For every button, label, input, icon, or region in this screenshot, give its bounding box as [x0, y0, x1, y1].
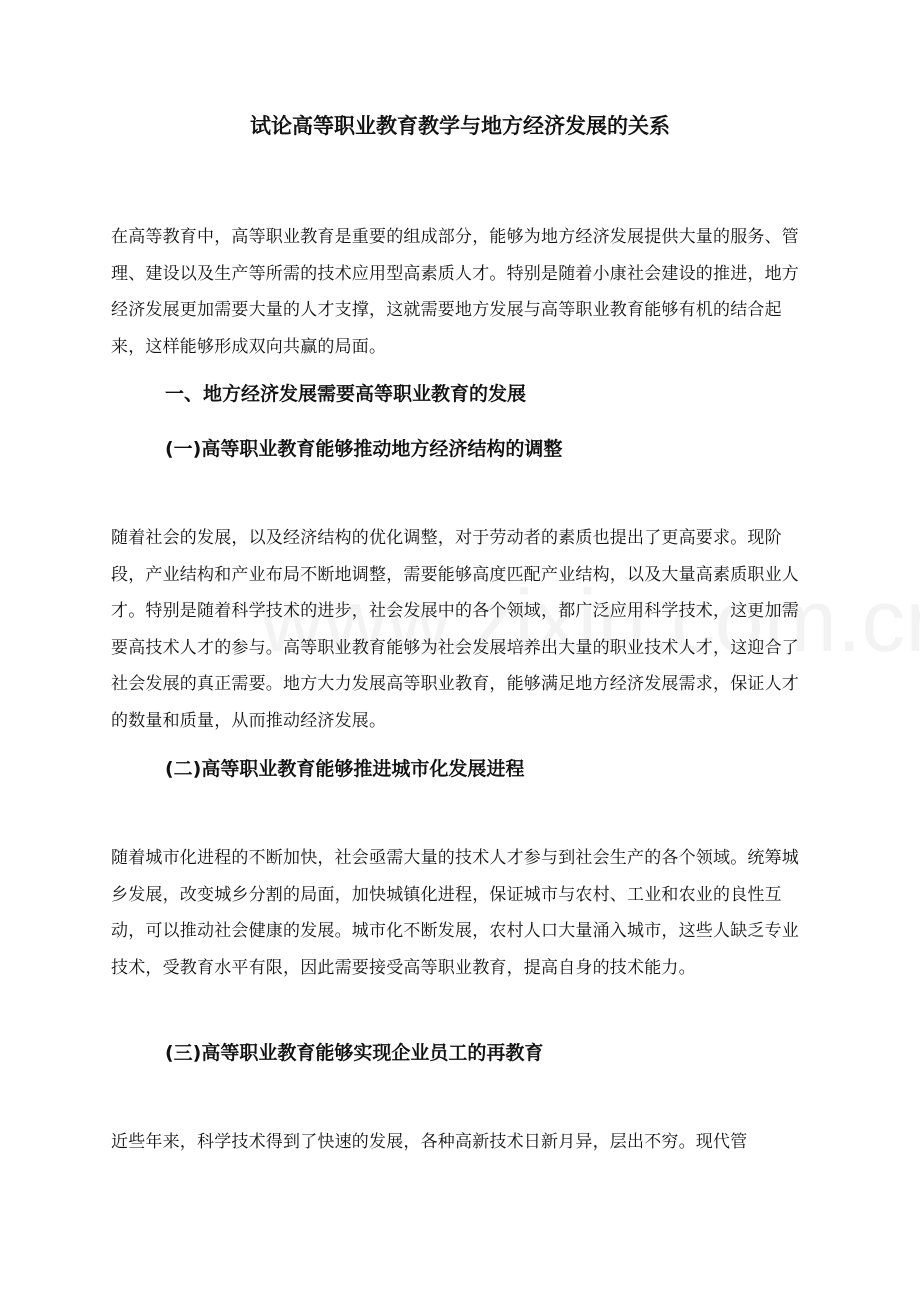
subsection-2-heading: (二)高等职业教育能够推进城市化发展进程: [165, 758, 525, 780]
document-title: 试论高等职业教育教学与地方经济发展的关系: [250, 114, 670, 138]
subsection-2-body: 随着城市化进程的不断加快，社会亟需大量的技术人才参与到社会生产的各个领域。统筹城乡发展，改变城乡分割的局面，加快城镇化进程，保证城市与农村、工业和农业的良性互动，可以推动社会健康的发展。城市化不断发展，农村人口大量涌入城市，这些人缺乏专业技术，受教育水平有限，因此需要接受高等职业教育，提高自身的技术能力。: [111, 848, 799, 978]
subsection-3-heading: (三)高等职业教育能够实现企业员工的再教育: [165, 1042, 544, 1064]
subsection-1-heading: (一)高等职业教育能够推动地方经济结构的调整: [165, 438, 563, 460]
section-1-heading: 一、地方经济发展需要高等职业教育的发展: [165, 383, 527, 405]
subsection-3-body: 近些年来，科学技术得到了快速的发展，各种高新技术日新月异，层出不穷。现代管: [111, 1132, 748, 1152]
intro-paragraph: 在高等教育中，高等职业教育是重要的组成部分，能够为地方经济发展提供大量的服务、管理、建设以及生产等所需的技术应用型高素质人才。特别是随着小康社会建设的推进，地方经济发展更加需要大量的人才支撑，这就需要地方发展与高等职业教育能够有机的结合起来，这样能够形成双向共赢的局面。: [111, 227, 799, 357]
subsection-1-body: 随着社会的发展，以及经济结构的优化调整，对于劳动者的素质也提出了更高要求。现阶段，产业结构和产业布局不断地调整，需要能够高度匹配产业结构，以及大量高素质职业人才。特别是随着科学技术的进步，社会发展中的各个领域，都广泛应用科学技术，这更加需要高技术人才的参与。高等职业教育能够为社会发展培养出大量的职业技术人才，这迎合了社会发展的真正需要。地方大力发展高等职业教育，能够满足地方经济发展需求，保证人才的数量和质量，从而推动经济发展。: [111, 528, 799, 731]
